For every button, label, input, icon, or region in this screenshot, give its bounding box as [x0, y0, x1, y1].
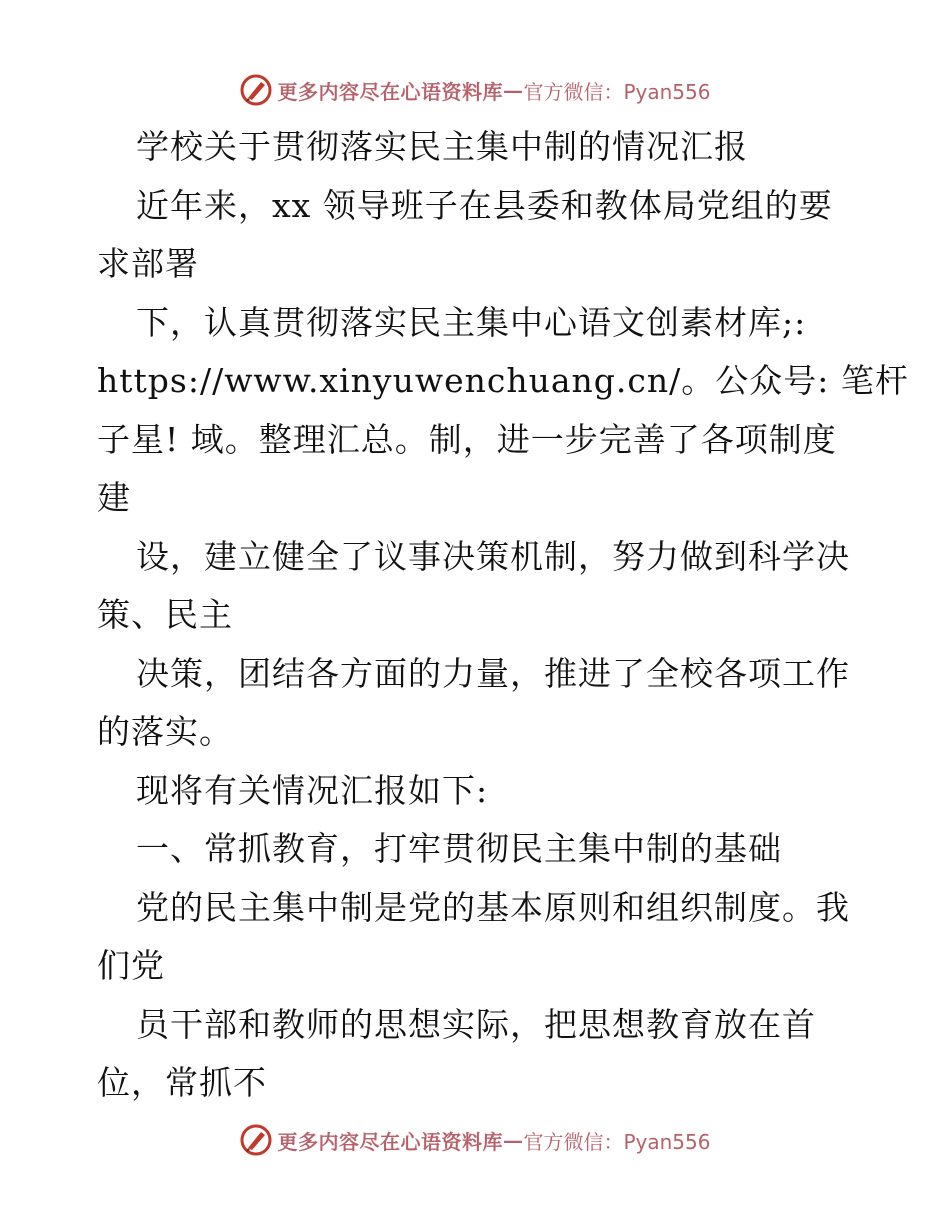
- paragraph-line: 策、民主: [97, 595, 233, 634]
- paragraph-line: 求部署: [97, 244, 199, 283]
- paragraph-line: 们党: [97, 946, 165, 985]
- document-body: [97, 118, 909, 1113]
- document-title: 学校关于贯彻落实民主集中制的情况汇报: [136, 127, 748, 166]
- header-watermark: [0, 70, 950, 110]
- paragraph-line: 下，认真贯彻落实民主集中心语文创素材库;:: [136, 302, 807, 342]
- pen-logo-icon: [239, 1123, 273, 1157]
- paragraph-line: https://www.xinyuwenchuang.cn/。公众号: 笔杆: [97, 361, 909, 400]
- paragraph-line: 的落实。: [97, 712, 233, 751]
- watermark-site-text: 更多内容尽在心语资料库: [277, 79, 503, 104]
- pen-logo-icon: [239, 73, 273, 107]
- paragraph-line: 决策，团结各方面的力量，推进了全校各项工作: [136, 653, 850, 693]
- paragraph-line: 位，常抓不: [97, 1063, 267, 1102]
- paragraph-line: 现将有关情况汇报如下:: [136, 770, 489, 810]
- footer-watermark: [0, 1120, 950, 1160]
- paragraph-line: 设，建立健全了议事决策机制，努力做到科学决: [136, 536, 850, 576]
- watermark-contact: 官方微信：Pyan556: [523, 1129, 711, 1154]
- watermark-dash: —: [502, 78, 524, 102]
- watermark-site-text: 更多内容尽在心语资料库: [277, 1129, 503, 1154]
- watermark-contact: 官方微信：Pyan556: [523, 79, 711, 104]
- paragraph-line: 建: [97, 478, 131, 517]
- paragraph-line: 子星! 域。整理汇总。制，进一步完善了各项制度: [97, 419, 837, 459]
- paragraph-line: 近年来，xx 领导班子在县委和教体局党组的要: [136, 185, 833, 225]
- section-heading: 一、常抓教育，打牢贯彻民主集中制的基础: [136, 829, 782, 868]
- watermark-dash: —: [502, 1128, 524, 1152]
- paragraph-line: 员干部和教师的思想实际，把思想教育放在首: [136, 1004, 816, 1044]
- paragraph-line: 党的民主集中制是党的基本原则和组织制度。我: [136, 887, 850, 927]
